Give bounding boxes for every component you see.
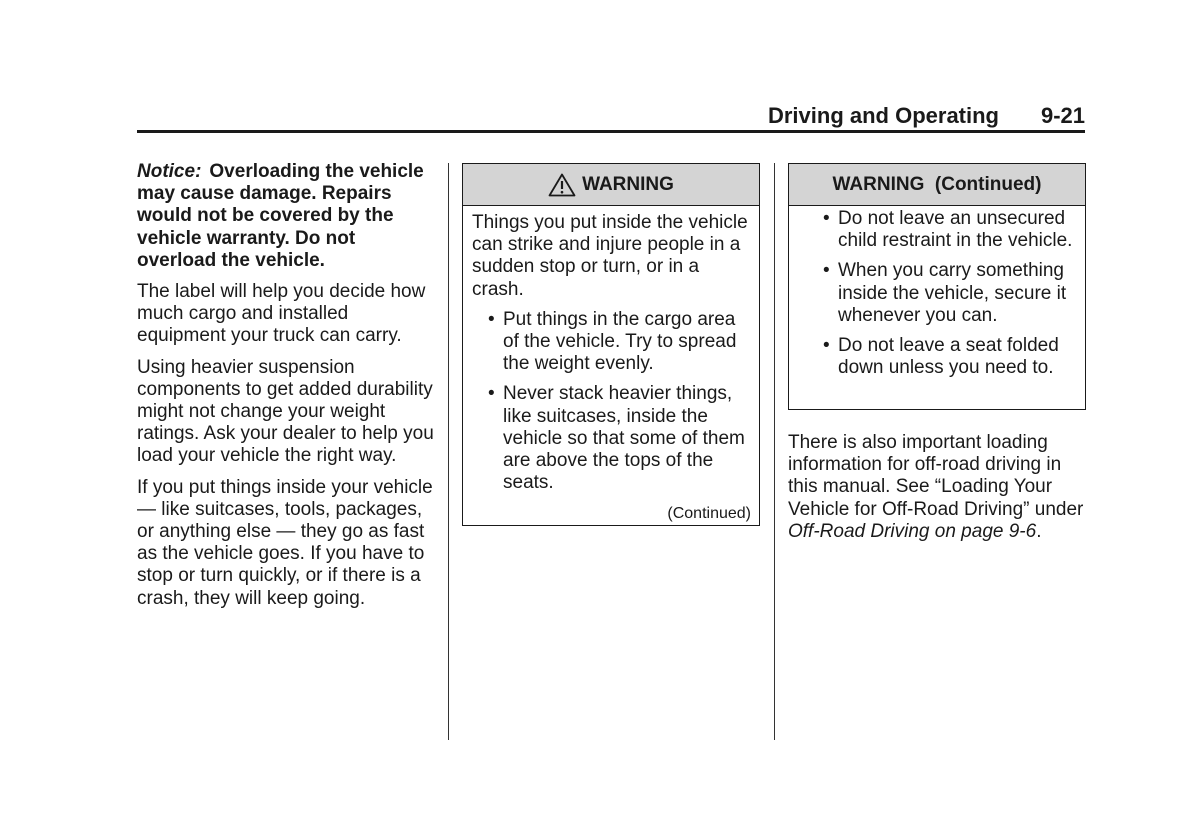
warning-triangle-icon [548, 173, 576, 197]
warning-bullet-item: • Put things in the cargo area of the vehicle. Try to spread the weight evenly. [494, 309, 750, 376]
warning-body [463, 206, 759, 494]
warning-header [463, 164, 759, 206]
paragraph-suspension: Using heavier suspension components to get added durability might not change your weight ratings. Ask your dealer to help you load your vehicle the right way. [137, 356, 434, 467]
offroad-reference-link[interactable]: Off-Road Driving on page 9-6 [788, 520, 1037, 542]
offroad-period: . [1036, 520, 1042, 542]
warning-title: WARNING [582, 173, 674, 195]
notice-paragraph [137, 161, 435, 272]
warning-bullet-item: • Do not leave an unsecured child restraint in the vehicle. [829, 208, 1076, 252]
warning-continued-bullet-list [798, 208, 1076, 379]
offroad-text: There is also important loading information for off-road driving in this manual. See “Loading Your Vehicle for Off-Road Driving” under [788, 432, 1084, 520]
warning-bullet-item: • Never stack heavier things, like suitcases, inside the vehicle so that some of them are above the tops of the seats. [494, 383, 750, 494]
column-divider-left [448, 163, 449, 740]
left-column [137, 161, 435, 619]
notice-lead: Notice: [137, 161, 202, 182]
warning-continued-body [789, 206, 1085, 379]
paragraph-label-info: The label will help you decide how much cargo and installed equipment your truck can carry. [137, 281, 426, 347]
warning-bullet-item: • When you carry something inside the vehicle, secure it whenever you can. [829, 260, 1076, 327]
warning-box [462, 163, 760, 526]
warning-intro: Things you put inside the vehicle can strike and injure people in a sudden stop or turn, or in a crash. [472, 212, 748, 300]
warning-continued-box [788, 163, 1086, 410]
notice-text: Overloading the vehicle may cause damage. Repairs would not be covered by the vehicle warranty. Do not overload the vehicle. [137, 161, 424, 271]
continued-label: (Continued) [667, 505, 751, 522]
warning-continued-header [789, 164, 1085, 206]
warning-bullet-list [472, 309, 750, 495]
section-title: Driving and Operating [767, 103, 999, 128]
page-header [137, 100, 1085, 133]
right-column [788, 432, 1088, 552]
offroad-paragraph [788, 432, 1088, 543]
column-divider-right [774, 163, 775, 740]
warning-bullet-item: • Do not leave a seat folded down unless you need to. [829, 335, 1076, 379]
paragraph-loose-items: If you put things inside your vehicle — like suitcases, tools, packages, or anything else — they go as fast as the vehicle goes. If you have to stop or turn quickly, or if there is a crash, they will keep going. [137, 476, 433, 609]
warning-continued-title: WARNING (Continued) [832, 173, 1042, 195]
page-number: 9-21 [1040, 103, 1085, 128]
